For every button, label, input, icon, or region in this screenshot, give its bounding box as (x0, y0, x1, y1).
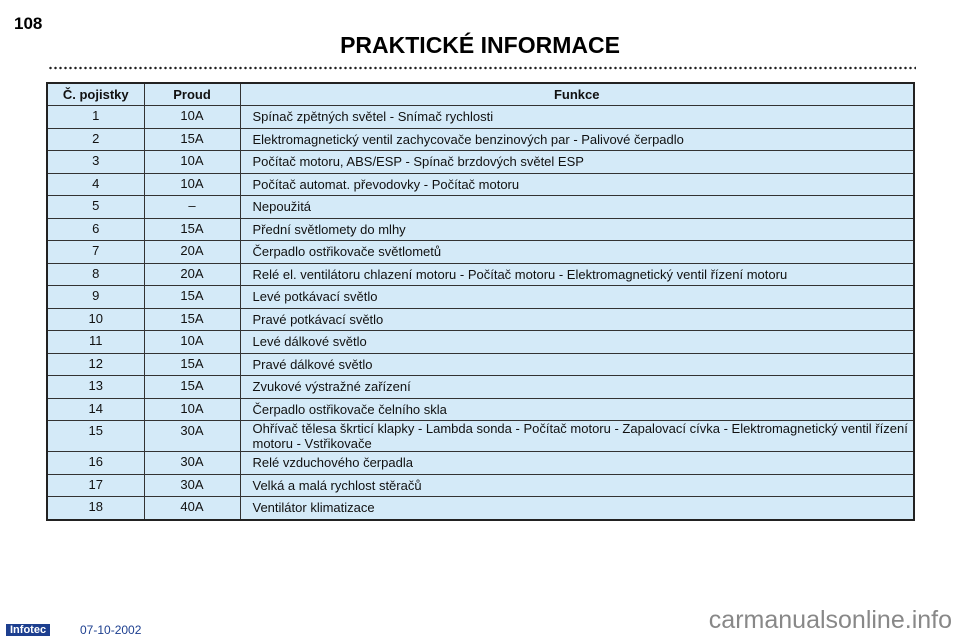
fuse-number: 18 (47, 497, 144, 520)
fuse-number: 4 (47, 173, 144, 196)
fuse-number: 16 (47, 452, 144, 475)
header-function: Funkce (240, 83, 914, 106)
fuse-number: 11 (47, 331, 144, 354)
fuse-function: Elektromagnetický ventil zachycovače benzinových par - Palivové čerpadlo (240, 128, 914, 151)
fuse-number: 1 (47, 106, 144, 129)
table-row (47, 452, 914, 475)
fuse-current: 15A (144, 286, 240, 309)
table-row (47, 353, 914, 376)
table-row (47, 286, 914, 309)
fuse-number: 3 (47, 151, 144, 174)
infotec-logo: Infotec (6, 624, 50, 636)
table-row (47, 398, 914, 421)
fuse-function: Nepoužitá (240, 196, 914, 219)
fuse-number: 2 (47, 128, 144, 151)
fuse-function: Pravé potkávací světlo (240, 308, 914, 331)
fuse-number: 13 (47, 376, 144, 399)
table-row (47, 196, 914, 219)
page-number: 108 (14, 14, 43, 33)
table-row (47, 421, 914, 452)
fuse-function: Zvukové výstražné zařízení (240, 376, 914, 399)
fuse-number: 17 (47, 474, 144, 497)
fuse-current: 15A (144, 128, 240, 151)
fuse-number: 6 (47, 218, 144, 241)
fuse-number: 14 (47, 398, 144, 421)
fuse-current: 20A (144, 263, 240, 286)
table-row (47, 106, 914, 129)
page-title: PRAKTICKÉ INFORMACE (340, 32, 620, 58)
fuse-number: 5 (47, 196, 144, 219)
fuse-current: 15A (144, 218, 240, 241)
fuse-current: 15A (144, 353, 240, 376)
fuse-function: Relé vzduchového čerpadla (240, 452, 914, 475)
fuse-function: Spínač zpětných světel - Snímač rychlosti (240, 106, 914, 129)
fuse-function: Čerpadlo ostřikovače světlometů (240, 241, 914, 264)
fuse-function: Relé el. ventilátoru chlazení motoru - Počítač motoru - Elektromagnetický ventil řízení motoru (240, 263, 914, 286)
table-row (47, 376, 914, 399)
table-row (47, 497, 914, 520)
fuse-table (46, 82, 915, 521)
fuse-current: 10A (144, 398, 240, 421)
fuse-current: 30A (144, 474, 240, 497)
fuse-number: 10 (47, 308, 144, 331)
fuse-number: 9 (47, 286, 144, 309)
table-row (47, 331, 914, 354)
fuse-number: 8 (47, 263, 144, 286)
fuse-function: Pravé dálkové světlo (240, 353, 914, 376)
table-row (47, 474, 914, 497)
fuse-function: Velká a malá rychlost stěračů (240, 474, 914, 497)
fuse-current: 10A (144, 106, 240, 129)
fuse-current: 20A (144, 241, 240, 264)
table-row (47, 218, 914, 241)
fuse-function: Ohřívač tělesa škrticí klapky - Lambda sonda - Počítač motoru - Zapalovací cívka - Elektromagnetický ventil řízení motoru - Vstřikovače (240, 421, 914, 452)
table-row (47, 263, 914, 286)
dotted-divider (48, 66, 916, 70)
fuse-current: 10A (144, 173, 240, 196)
fuse-function: Levé dálkové světlo (240, 331, 914, 354)
table-row (47, 241, 914, 264)
header-current: Proud (144, 83, 240, 106)
fuse-function: Ventilátor klimatizace (240, 497, 914, 520)
watermark: carmanualsonline.info (708, 606, 952, 634)
fuse-number: 15 (47, 421, 144, 452)
fuse-current: – (144, 196, 240, 219)
header-fuse-number: Č. pojistky (47, 83, 144, 106)
fuse-current: 15A (144, 376, 240, 399)
fuse-function: Počítač automat. převodovky - Počítač motoru (240, 173, 914, 196)
fuse-current: 30A (144, 421, 240, 452)
table-row (47, 128, 914, 151)
fuse-current: 10A (144, 331, 240, 354)
fuse-function: Přední světlomety do mlhy (240, 218, 914, 241)
fuse-function: Levé potkávací světlo (240, 286, 914, 309)
table-row (47, 151, 914, 174)
fuse-current: 10A (144, 151, 240, 174)
fuse-number: 7 (47, 241, 144, 264)
fuse-current: 40A (144, 497, 240, 520)
fuse-number: 12 (47, 353, 144, 376)
footer-date: 07-10-2002 (80, 623, 142, 637)
fuse-function: Počítač motoru, ABS/ESP - Spínač brzdových světel ESP (240, 151, 914, 174)
table-row (47, 308, 914, 331)
table-row (47, 173, 914, 196)
fuse-current: 15A (144, 308, 240, 331)
fuse-current: 30A (144, 452, 240, 475)
fuse-function: Čerpadlo ostřikovače čelního skla (240, 398, 914, 421)
